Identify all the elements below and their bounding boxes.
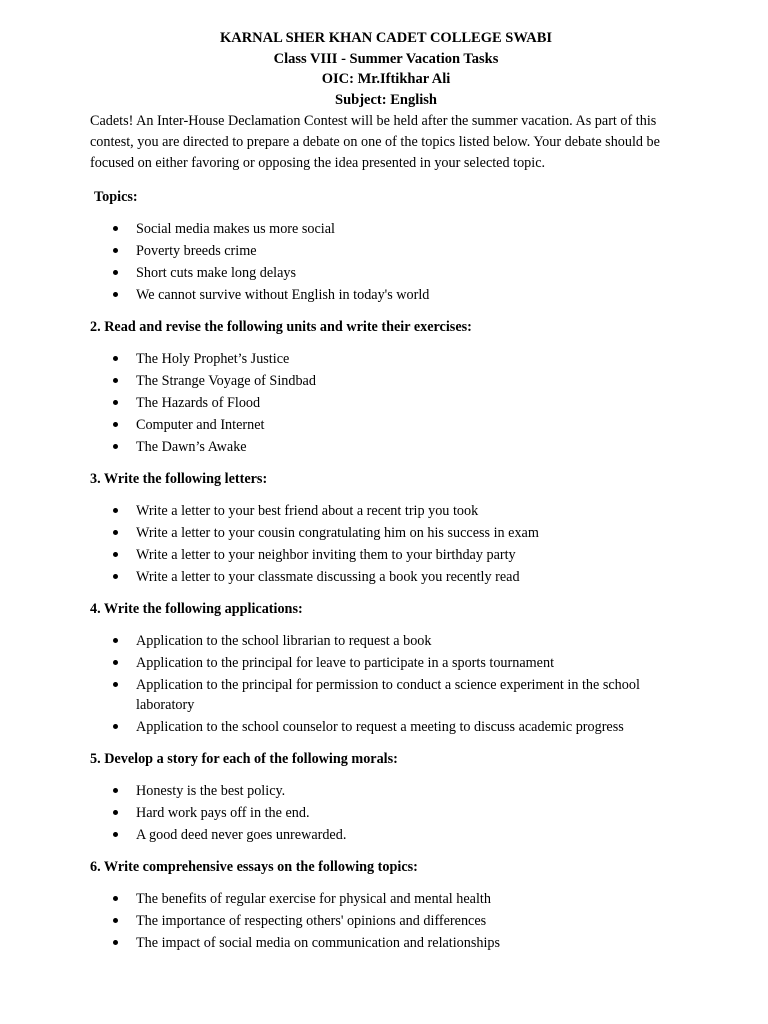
list-item: [90, 393, 682, 413]
bullet-icon: [113, 248, 118, 253]
bullet-icon: [113, 508, 118, 513]
list-item: [90, 349, 682, 369]
bullet-icon: [113, 356, 118, 361]
list-item-text: Application to the principal for leave to participate in a sports tournament: [136, 654, 555, 671]
units-list: [90, 349, 682, 457]
morals-list: [90, 781, 682, 845]
list-item-text: Application to the school librarian to request a book: [136, 632, 432, 649]
list-item-text: We cannot survive without English in today's world: [136, 286, 430, 303]
units-heading: 2. Read and revise the following units and write their exercises:: [90, 318, 472, 335]
list-item-text: Application to the school counselor to request a meeting to discuss academic progress: [136, 718, 624, 735]
list-item: [90, 371, 682, 391]
list-item-text: The Holy Prophet’s Justice: [136, 350, 290, 367]
list-item: [90, 889, 682, 909]
list-item: [90, 545, 682, 565]
bullet-icon: [113, 226, 118, 231]
bullet-icon: [113, 788, 118, 793]
bullet-icon: [113, 270, 118, 275]
list-item: [90, 781, 682, 801]
bullet-icon: [113, 422, 118, 427]
list-item-text: A good deed never goes unrewarded.: [136, 826, 347, 843]
list-item-text: The Dawn’s Awake: [136, 438, 247, 455]
list-item: [90, 825, 682, 845]
applications-list: [90, 631, 682, 737]
bullet-icon: [113, 378, 118, 383]
list-item: [90, 911, 682, 931]
bullet-icon: [113, 918, 118, 923]
bullet-icon: [113, 292, 118, 297]
list-item-text: Computer and Internet: [136, 416, 265, 433]
bullet-icon: [113, 940, 118, 945]
bullet-icon: [113, 400, 118, 405]
list-item: [90, 803, 682, 823]
list-item: [90, 415, 682, 435]
list-item-text: Hard work pays off in the end.: [136, 804, 310, 821]
list-item: [90, 263, 682, 283]
list-item-text: Honesty is the best policy.: [136, 782, 286, 799]
essays-list: [90, 889, 682, 953]
bullet-icon: [113, 552, 118, 557]
list-item: [90, 717, 682, 737]
college-name: KARNAL SHER KHAN CADET COLLEGE SWABI: [219, 30, 553, 46]
bullet-icon: [113, 896, 118, 901]
list-item-text: Application to the principal for permission to conduct a science experiment in the school laboratory: [136, 676, 640, 713]
bullet-icon: [113, 810, 118, 815]
letters-list: [90, 501, 682, 587]
bullet-icon: [113, 444, 118, 449]
letters-heading: 3. Write the following letters:: [90, 470, 268, 487]
bullet-icon: [113, 682, 118, 687]
list-item: [90, 653, 682, 673]
topics-heading: Topics:: [94, 188, 138, 205]
bullet-icon: [113, 574, 118, 579]
list-item-text: The Hazards of Flood: [136, 394, 261, 411]
list-item-text: The benefits of regular exercise for physical and mental health: [136, 890, 491, 907]
list-item-text: The importance of respecting others' opinions and differences: [136, 912, 487, 929]
list-item: [90, 567, 682, 587]
bullet-icon: [113, 530, 118, 535]
list-item: [90, 675, 682, 715]
list-item: [90, 501, 682, 521]
bullet-icon: [113, 832, 118, 837]
list-item: [90, 219, 682, 239]
list-item: [90, 933, 682, 953]
list-item: [90, 437, 682, 457]
list-item: [90, 241, 682, 261]
topics-list: [90, 219, 682, 305]
list-item-text: Short cuts make long delays: [136, 264, 296, 281]
list-item-text: Write a letter to your cousin congratulating him on his success in exam: [136, 524, 539, 541]
bullet-icon: [113, 724, 118, 729]
morals-heading: 5. Develop a story for each of the following morals:: [90, 750, 398, 767]
list-item-text: Write a letter to your classmate discussing a book you recently read: [136, 568, 520, 585]
list-item-text: Write a letter to your neighbor inviting them to your birthday party: [136, 546, 516, 563]
document-header: [90, 28, 682, 111]
bullet-icon: [113, 638, 118, 643]
intro-paragraph: Cadets! An Inter-House Declamation Contest will be held after the summer vacation. As part of this contest, you are directed to prepare a debate on one of the topics listed below. Your debate should be focused on either favoring or opposing the idea presented in your selected topic.: [90, 112, 660, 171]
applications-heading: 4. Write the following applications:: [90, 600, 303, 617]
class-title: Class VIII - Summer Vacation Tasks: [273, 50, 499, 67]
list-item-text: Poverty breeds crime: [136, 242, 257, 259]
list-item: [90, 523, 682, 543]
list-item-text: Social media makes us more social: [136, 220, 335, 237]
essays-heading: 6. Write comprehensive essays on the following topics:: [90, 858, 418, 875]
list-item: [90, 285, 682, 305]
oic-line: OIC: Mr.Iftikhar Ali: [321, 71, 451, 88]
list-item: [90, 631, 682, 651]
list-item-text: Write a letter to your best friend about a recent trip you took: [136, 502, 479, 519]
subject-line: Subject: English: [335, 92, 437, 109]
list-item-text: The impact of social media on communication and relationships: [136, 934, 501, 951]
bullet-icon: [113, 660, 118, 665]
list-item-text: The Strange Voyage of Sindbad: [136, 372, 316, 389]
